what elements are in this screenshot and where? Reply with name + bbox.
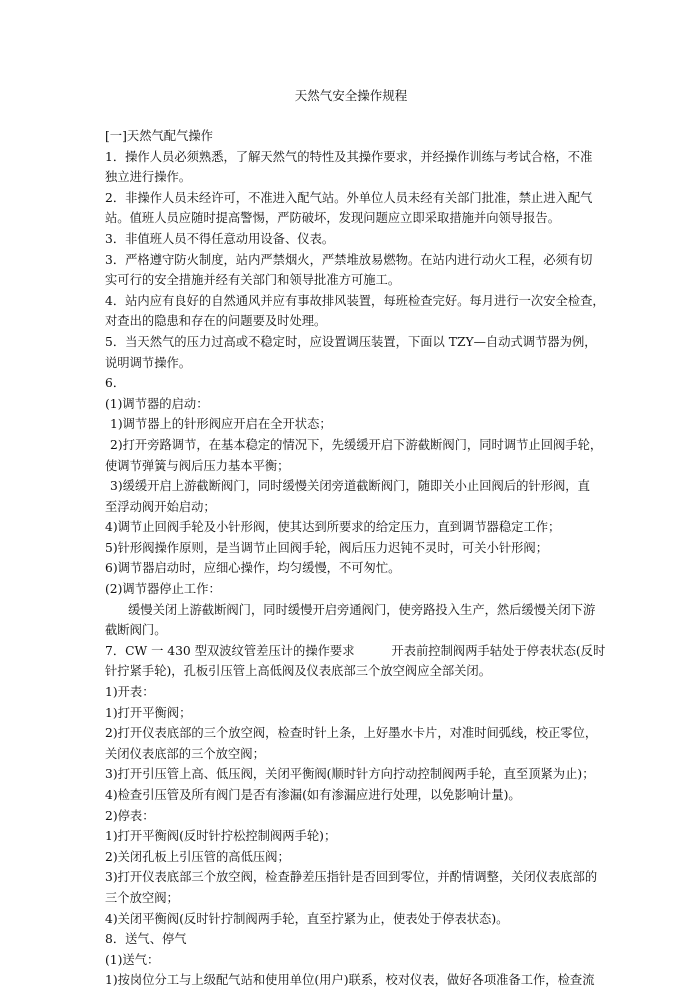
paragraph-line: 7．CW 一 430 型双波纹管差压计的操作要求 开表前控制阀两手轱处于停表状态(反时 — [105, 643, 606, 658]
list-item: 2)打开旁路调节，在基本稳定的情况下，先缓缓开启下游截断阀门，同时调节止回阀手轮， — [110, 437, 603, 452]
subsection-heading: (2)调节器停止工作： — [105, 582, 221, 597]
section-heading: [一]天然气配气操作 — [105, 129, 213, 143]
list-item: 4)调节止回阀手轮及小针形阀，使其达到所要求的给定压力，直到调节器稳定工作； — [105, 520, 561, 535]
paragraph-line: 4．站内应有良好的自然通风并应有事故排风装置，每班检查完好。每月进行一次安全检查， — [105, 293, 605, 308]
paragraph-line: 针拧紧手轮)，孔板引压管上高低阀及仪表底部三个放空阀应全部关闭。 — [105, 664, 492, 679]
list-item-continuation: 使调节弹簧与阀后压力基本平衡； — [105, 458, 290, 473]
list-item: 1)按岗位分工与上级配气站和使用单位(用户)联系，校对仪表，做好各项准备工作，检查流 — [105, 973, 595, 988]
list-item: 5)针形阀操作原则，是当调节止回阀手轮，阀后压力迟钝不灵时，可关小针形阀； — [105, 540, 549, 555]
list-item: 4)检查引压管及所有阀门是否有渗漏(如有渗漏应进行处理，以免影响计量)。 — [105, 788, 521, 802]
list-item: 3)打开仪表底部三个放空阀，检查静差压指针是否回到零位，并酌情调整，关闭仪表底部的 — [105, 870, 598, 885]
subsection-heading: (1)送气： — [105, 952, 160, 967]
list-item: 2)打开仪表底部的三个放空阀，检查时针上条，上好墨水卡片，对准时间弧线，校正零位， — [105, 726, 598, 741]
list-item: 4)关闭平衡阀(反时针拧制阀两手轮，直至拧紧为止，使表处于停表状态)。 — [105, 911, 509, 926]
list-item-continuation: 关闭仪表底部的三个放空阀； — [105, 746, 265, 761]
paragraph-line: 缓慢关闭上游截断阀门，同时缓慢开启旁通阀门，使旁路投入生产，然后缓慢关闭下游 — [128, 602, 596, 617]
subsection-heading: (1)调节器的启动： — [105, 396, 209, 411]
paragraph-line: 1．操作人员必须熟悉，了解天然气的特性及其操作要求，并经操作训练与考试合格，不准 — [105, 149, 593, 164]
paragraph-line: 5．当天然气的压力过高或不稳定时，应设置调压装置，下面以 TZY—自动式调节器为例， — [105, 334, 597, 349]
paragraph-line: 说明调节操作。 — [105, 355, 192, 370]
paragraph-line: 2．非操作人员未经许可，不准进入配气站。外单位人员未经有关部门批准，禁止进入配气 — [105, 190, 593, 205]
list-item-continuation: 三个放空阀； — [105, 890, 179, 905]
paragraph-line: 站。值班人员应随时提高警惕，严防破坏，发现问题应立即采取措施并向领导报告。 — [105, 211, 560, 226]
section-heading: 8．送气、停气 — [105, 932, 187, 947]
paragraph-line: 3．非值班人员不得任意动用设备、仪表。 — [105, 231, 335, 246]
list-item: 1)调节器上的针形阀应开启在全开状态； — [110, 417, 332, 432]
subsection-heading: 2)停表： — [105, 808, 155, 823]
list-item: 6)调节器启动时，应细心操作，均匀缓慢，不可匆忙。 — [105, 561, 401, 576]
list-item: 1)打开平衡阀； — [105, 705, 192, 720]
document-body — [105, 126, 606, 991]
paragraph-line: 独立进行操作。 — [105, 170, 192, 185]
subsection-heading: 1)开表： — [105, 685, 155, 700]
list-item-continuation: 至浮动阀开始启动； — [105, 499, 216, 514]
list-item: 3)打开引压管上高、低压阀，关闭平衡阀(顺时针方向拧动控制阀两手轮，直至顶紧为止)； — [105, 767, 595, 782]
list-item: 3)缓缓开启上游截断阀门，同时缓慢关闭旁道截断阀门，随即关小止回阀后的针形阀，直 — [110, 479, 590, 494]
paragraph-line: 实可行的安全措施并经有关部门和领导批准方可施工。 — [105, 273, 401, 288]
document-title: 天然气安全操作规程 — [294, 88, 408, 103]
paragraph-line: 截断阀门。 — [105, 623, 167, 638]
list-item: 2)关闭孔板上引压管的高低压阀； — [105, 849, 290, 864]
paragraph-line: 6． — [105, 376, 126, 391]
paragraph-line: 3．严格遵守防火制度，站内严禁烟火，严禁堆放易燃物。在站内进行动火工程，必须有切 — [105, 252, 593, 267]
list-item: 1)打开平衡阀(反时针拧松控制阀两手轮)； — [105, 829, 337, 844]
paragraph-line: 对查出的隐患和存在的问题要及时处理。 — [105, 314, 327, 329]
